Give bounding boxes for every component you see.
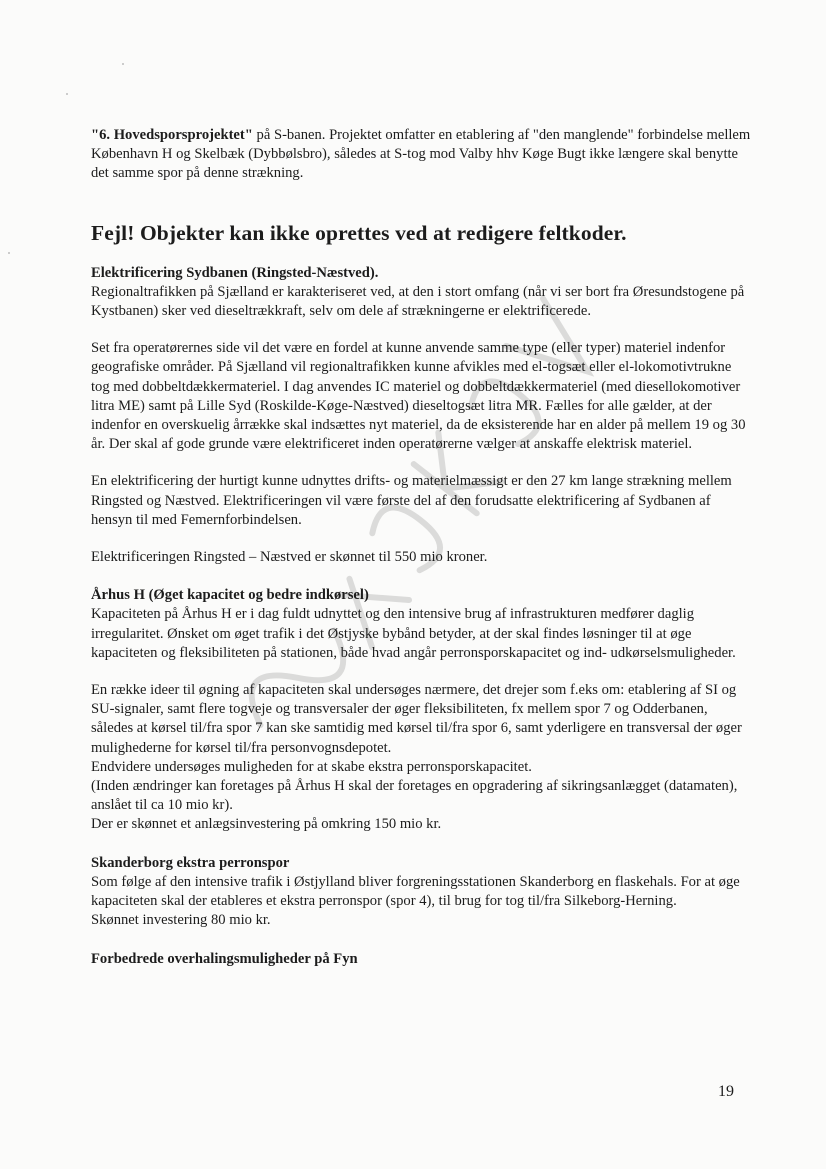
aarhus-line-inden: (Inden ændringer kan foretages på Århus H skal der foretages en opgradering af sikringsanlægget (datamaten), anslået til ca 10 mio kr). xyxy=(91,778,738,814)
skanderborg-paragraph-1: Som følge af den intensive trafik i Østjylland bliver forgreningsstationen Skanderborg en flaskehals. For at øge kapaciteten skal der etableres et ekstra perronspor (spor 4), til brug for tog til/fra Silkeborg-Herning. xyxy=(91,873,740,910)
section-heading-aarhus: Århus H (Øget kapacitet og bedre indkørsel) xyxy=(91,587,369,604)
sydbanen-paragraph-2: Set fra operatørernes side vil det være en fordel at kunne anvende samme type (eller typer) materiel indenfor geografiske områder. På Sjælland vil regionaltrafikken kunne afvikles med el-togsæt eller el-lokomotivtrukne tog med dobbeltdækkermateriel. I dag anvendes IC materiel og dobbeltdækkermateriel (med diesellokomotiver litra ME) samt på Lille Syd (Roskilde-Køge-Næstved) dieseltogsæt litra MR. Fælles for alle gælder, at der indenfor en overskuelig årrække skal indsættes nyt materiel, da de eksisterende har en alder på mellem 19 og 30 år. Der skal af gode grunde være elektrificeret inden operatørerne vælger at anskaffe elektrisk materiel. xyxy=(91,340,746,453)
section-heading-fyn: Forbedrede overhalingsmuligheder på Fyn xyxy=(91,950,358,967)
error-heading: Fejl! Objekter kan ikke oprettes ved at redigere feltkoder. xyxy=(91,220,627,245)
sydbanen-paragraph-1: Regionaltrafikken på Sjælland er karakteriseret ved, at den i stort omfang (når vi ser bort fra Øresundstogene på Kystbanen) sker ved dieseltrækkraft, selv om dele af strækningerne er elektrificerede. xyxy=(91,283,745,320)
intro-title: "6. Hovedsporsprojektet" xyxy=(91,127,253,143)
intro-text: på S-banen. Projektet omfatter en etablering af "den manglende" forbindelse mellem København H og Skelbæk (Dybbølsbro), således at S-tog mod Valby hhv Køge Bugt ikke længere skal benytte det samme spor på denne strækning. xyxy=(91,127,751,182)
aarhus-line-investering: Der er skønnet et anlægsinvestering på omkring 150 mio kr. xyxy=(91,816,442,833)
section-heading-sydbanen: Elektrificering Sydbanen (Ringsted-Næstved). xyxy=(91,264,379,281)
scan-speck xyxy=(122,63,124,65)
page-number: 19 xyxy=(718,1083,734,1100)
document-body xyxy=(91,126,751,969)
aarhus-line-endvidere: Endvidere undersøges muligheden for at skabe ekstra perronsporskapacitet. xyxy=(91,758,532,775)
skanderborg-paragraph-2: Skønnet investering 80 mio kr. xyxy=(91,912,271,929)
aarhus-paragraph-2: En række ideer til øgning af kapaciteten skal undersøges nærmere, det drejer som f.eks om: etablering af SI og SU-signaler, samt flere togveje og transversaler der øger fleksibiliteten, fx mellem spor 7 og Odderbanen, således at kørsel til/fra spor 7 kan ske samtidig med kørsel til/fra spor 6, samt yderligere en transversal der øger mulighederne for kørsel til/fra personvognsdepotet. xyxy=(91,682,742,756)
intro-paragraph xyxy=(91,126,751,184)
aarhus-paragraph-1: Kapaciteten på Århus H er i dag fuldt udnyttet og den intensive brug af infrastrukturen medfører daglig irregularitet. Ønsket om øget trafik i det Østjyske bybånd betyder, at der skal findes løsninger til at øge kapaciteten og fleksibiliteten på stationen, både hvad angår perronsporskapacitet og ind- udkørselsmuligheder. xyxy=(91,606,736,661)
sydbanen-paragraph-4: Elektrificeringen Ringsted – Næstved er skønnet til 550 mio kroner. xyxy=(91,549,488,566)
section-heading-skanderborg: Skanderborg ekstra perronspor xyxy=(91,854,290,871)
sydbanen-paragraph-3: En elektrificering der hurtigt kunne udnyttes drifts- og materielmæssigt er den 27 km lange strækning mellem Ringsted og Næstved. Elektrificeringen vil være første del af den forudsatte elektrificering af Sydbanen af hensyn til med Femernforbindelsen. xyxy=(91,473,732,528)
scan-speck xyxy=(66,93,68,95)
scan-speck xyxy=(8,252,10,254)
